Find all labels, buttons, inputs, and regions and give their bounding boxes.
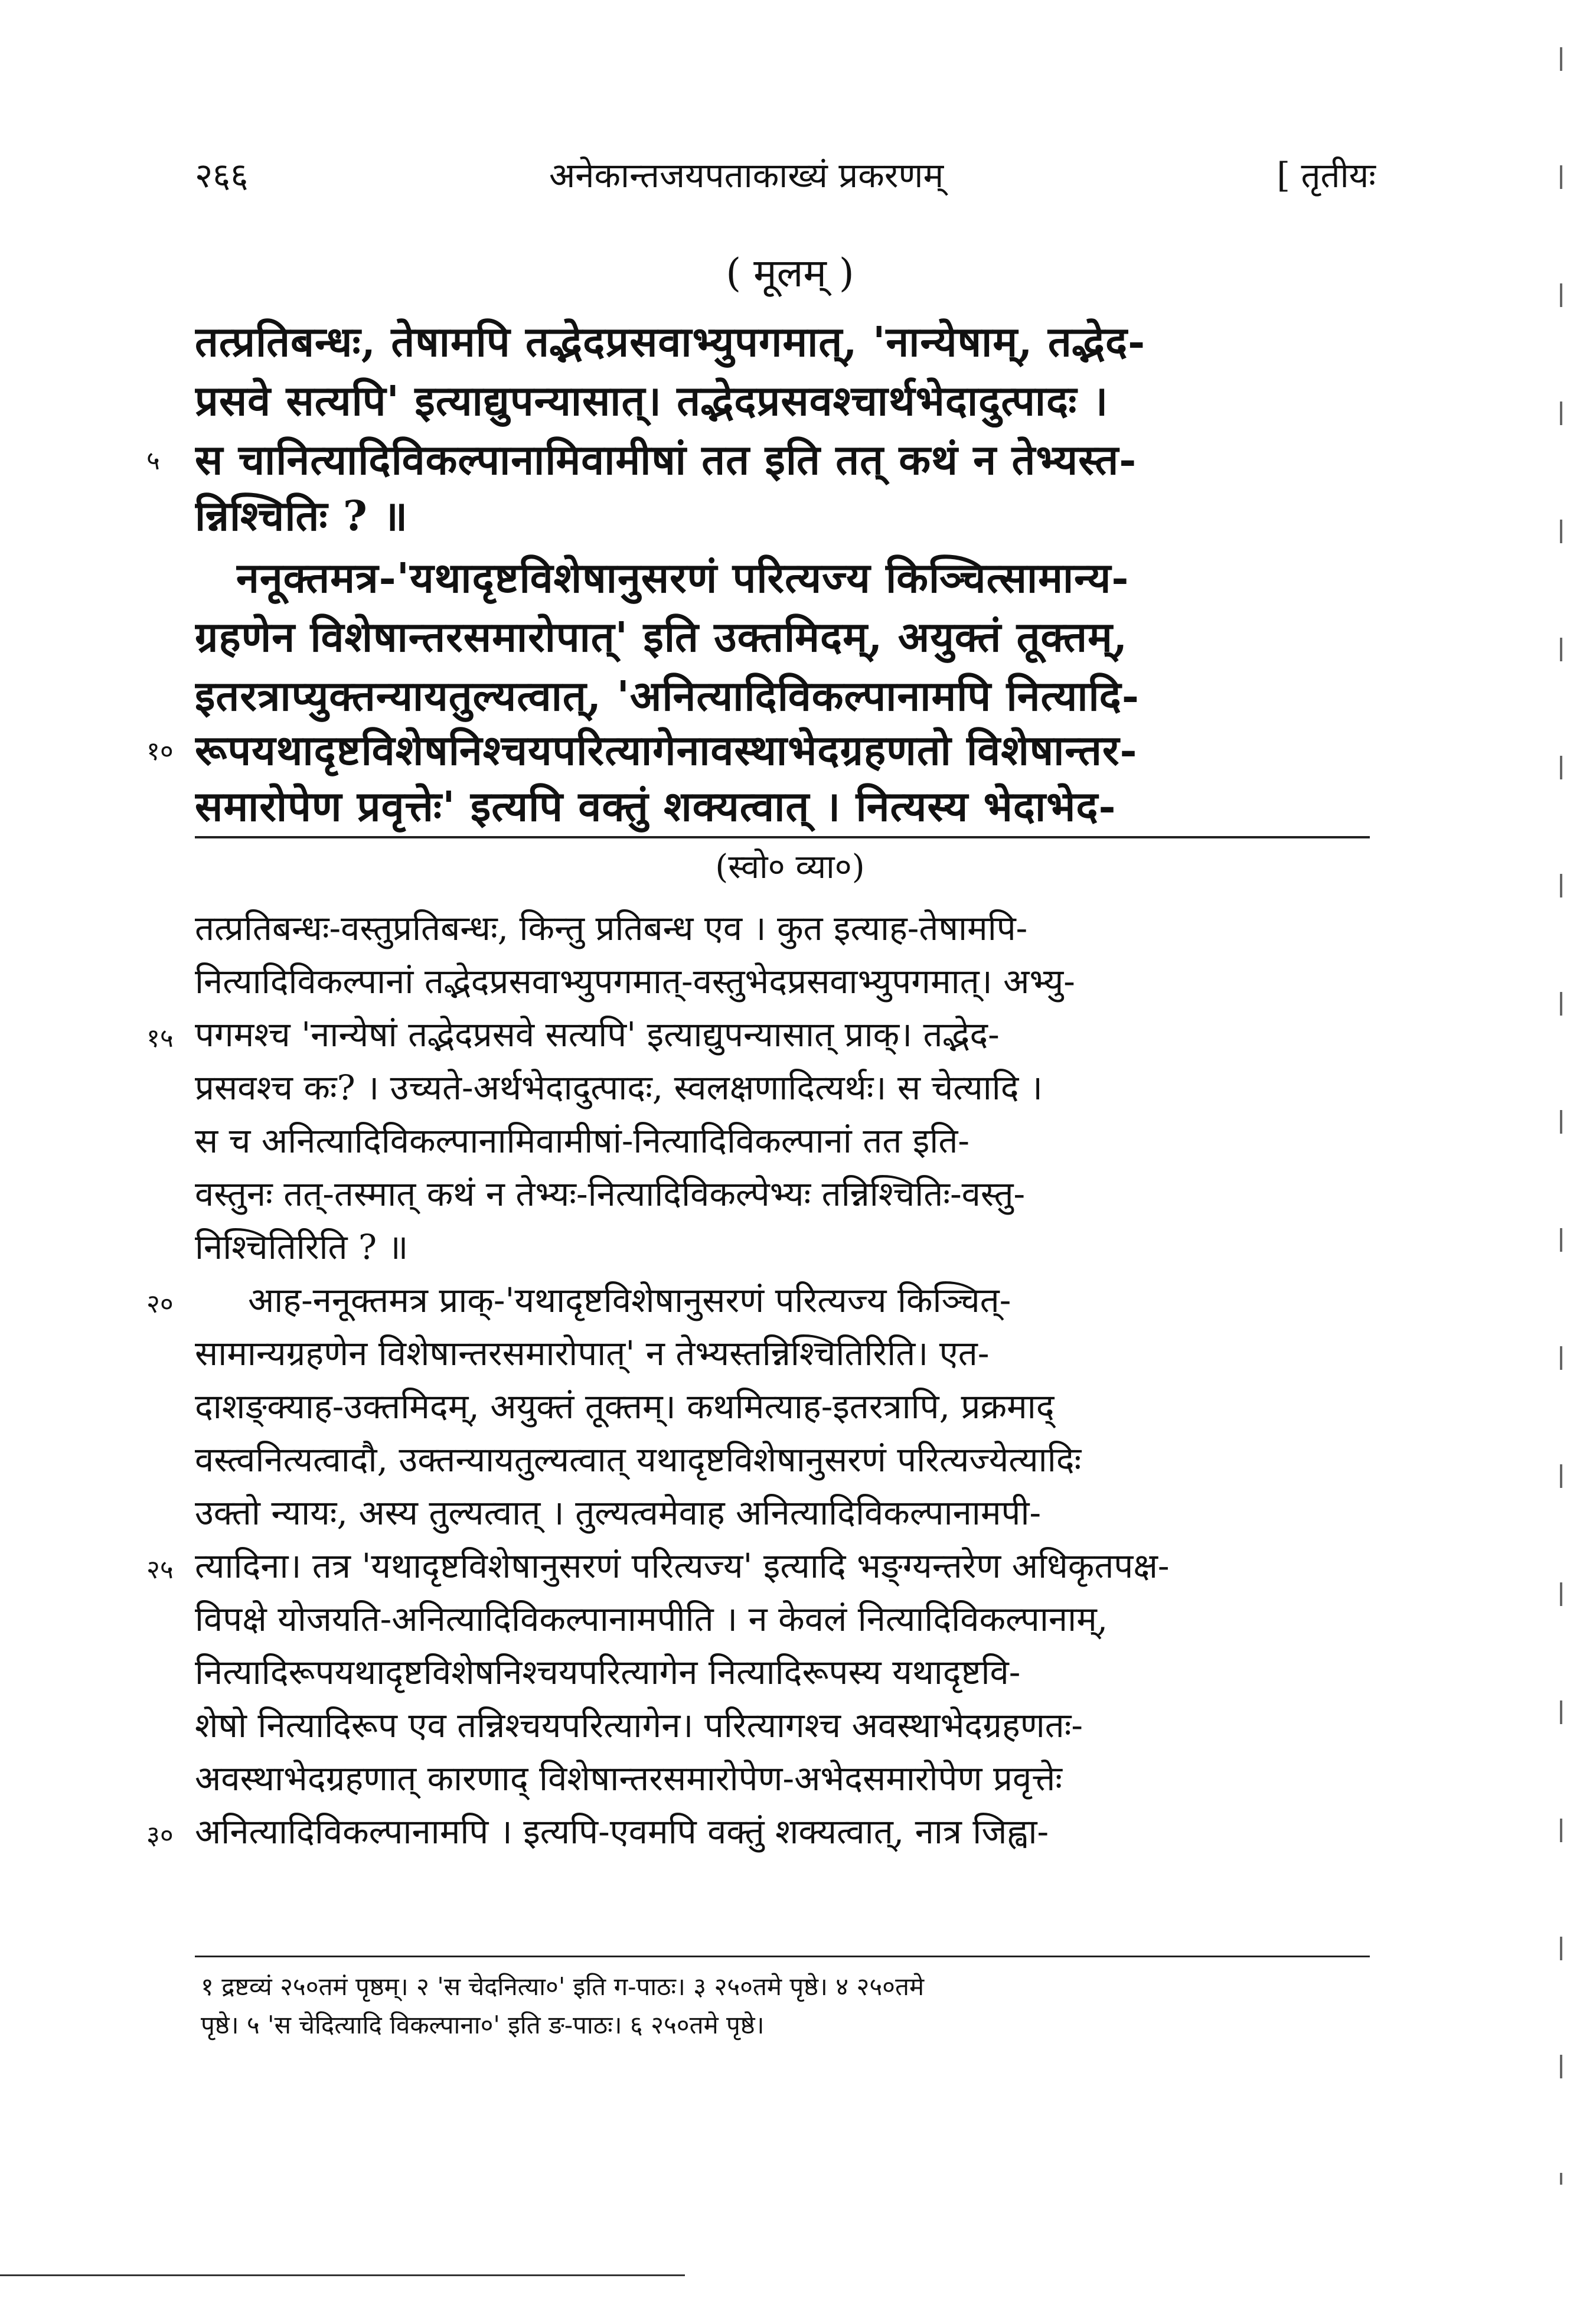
line-number: २० [146, 1289, 174, 1319]
commentary-line: सामान्यग्रहणेन विशेषान्तरसमारोपात्' न तेभ्यस्तन्निश्चितिरिति। एत- [195, 1333, 990, 1373]
section-separator [195, 836, 1370, 838]
commentary-line: तत्प्रतिबन्धः-वस्तुप्रतिबन्धः, किन्तु प्रतिबन्ध एव । कुत इत्याह-तेषामपि- [195, 908, 1028, 948]
footnote-rule [195, 1956, 1370, 1957]
chapter-mark: [ तृतीयः [1277, 155, 1376, 195]
line-number: २५ [146, 1555, 174, 1585]
running-head [195, 151, 1376, 198]
commentary-line: पगमश्च 'नान्येषां तद्भेदप्रसवे सत्यपि' इत्याद्युपन्यासात् प्राक्। तद्भेद- [195, 1014, 1000, 1055]
line-number: ३० [146, 1820, 174, 1850]
commentary-line: उक्तो न्यायः, अस्य तुल्यत्वात् । तुल्यत्वमेवाह अनित्यादिविकल्पानामपी- [195, 1493, 1042, 1533]
bottom-rule [0, 2274, 685, 2276]
line-number: १० [146, 736, 174, 766]
commentary-line: दाशङ्क्याह-उक्तमिदम्, अयुक्तं तूक्तम्। कथमित्याह-इतरत्रापि, प्रक्रमाद् [195, 1386, 1055, 1427]
commentary-line: विपक्षे योजयति-अनित्यादिविकल्पानामपीति । न केवलं नित्यादिविकल्पानाम्, [195, 1599, 1108, 1639]
mulam-line: इतरत्राप्युक्तन्यायतुल्यत्वात्, 'अनित्यादिविकल्पानामपि नित्यादि- [195, 671, 1140, 720]
mulam-line: न्निश्चितिः ? ॥ [195, 491, 409, 540]
commentary-line: वस्त्वनित्यत्वादौ, उक्तन्यायतुल्यत्वात् यथादृष्टविशेषानुसरणं परित्यज्येत्यादिः [195, 1440, 1082, 1480]
commentary-line: नित्यादिविकल्पानां तद्भेदप्रसवाभ्युपगमात्-वस्तुभेदप्रसवाभ्युपगमात्। अभ्यु- [195, 961, 1075, 1001]
page-edge-marks [1560, 47, 1562, 2185]
commentary-line: अनित्यादिविकल्पानामपि । इत्यपि-एवमपि वक्तुं शक्यत्वात्, नात्र जिह्वा- [195, 1811, 1049, 1852]
commentary-line: प्रसवश्च कः? । उच्यते-अर्थभेदादुत्पादः, स्वलक्षणादित्यर्थः। स चेत्यादि । [195, 1068, 1043, 1108]
mulam-line: ग्रहणेन विशेषान्तरसमारोपात्' इति उक्तमिदम्, अयुक्तं तूक्तम्, [195, 612, 1128, 661]
mulam-line: रूपयथादृष्टविशेषनिश्चयपरित्यागेनावस्थाभेदग्रहणतो विशेषान्तर- [195, 726, 1138, 775]
footnote-line: १ द्रष्टव्यं २५०तमं पृष्ठम्। २ 'स चेदनित्या०' इति ग-पाठः। ३ २५०तमे पृष्ठे। ४ २५०तमे [201, 1972, 925, 2001]
page-number: २६६ [195, 155, 249, 195]
commentary-line: त्यादिना। तत्र 'यथादृष्टविशेषानुसरणं परित्यज्य' इत्यादि भङ्ग्यन्तरेण अधिकृतपक्ष- [195, 1546, 1170, 1586]
commentary-line: निश्चितिरिति ? ॥ [195, 1227, 409, 1267]
mulam-line: प्रसवे सत्यपि' इत्याद्युपन्यासात्। तद्भेदप्रसवश्चार्थभेदादुत्पादः । [195, 376, 1109, 425]
mulam-line: तत्प्रतिबन्धः, तेषामपि तद्भेदप्रसवाभ्युपगमात्, 'नान्येषाम्, तद्भेद- [195, 317, 1146, 366]
line-number: १५ [146, 1023, 174, 1053]
commentary-line: वस्तुनः तत्-तस्मात् कथं न तेभ्यः-नित्यादिविकल्पेभ्यः तन्निश्चितिः-वस्तु- [195, 1174, 1026, 1214]
commentary-line: नित्यादिरूपयथादृष्टविशेषनिश्चयपरित्यागेन नित्यादिरूपस्य यथादृष्टवि- [195, 1652, 1021, 1692]
commentary-line: अवस्थाभेदग्रहणात् कारणाद् विशेषान्तरसमारोपेण-अभेदसमारोपेण प्रवृत्तेः [195, 1758, 1062, 1799]
running-title: अनेकान्तजयपताकाख्यं प्रकरणम् [549, 155, 944, 195]
mulam-line: स चानित्यादिविकल्पानामिवामीषां तत इति तत् कथं न तेभ्यस्त- [195, 435, 1137, 484]
line-number: ५ [146, 446, 160, 476]
commentary-line: स च अनित्यादिविकल्पानामिवामीषां-नित्यादिविकल्पानां तत इति- [195, 1121, 969, 1161]
mulam-heading: ( मूलम् ) [726, 250, 854, 296]
mulam-line: समारोपेण प्रवृत्तेः' इत्यपि वक्तुं शक्यत्वात् । नित्यस्य भेदाभेद- [195, 782, 1117, 831]
commentary-line: आह-ननूक्तमत्र प्राक्-'यथादृष्टविशेषानुसरणं परित्यज्य किञ्चित्- [248, 1280, 1011, 1320]
commentary-heading: (स्वो० व्या०) [715, 848, 865, 886]
mulam-line: ननूक्तमत्र-'यथादृष्टविशेषानुसरणं परित्यज्य किञ्चित्सामान्य- [236, 553, 1129, 602]
footnote-line: पृष्ठे। ५ 'स चेदित्यादि विकल्पाना०' इति ङ-पाठः। ६ २५०तमे पृष्ठे। [201, 2010, 765, 2039]
commentary-line: शेषो नित्यादिरूप एव तन्निश्चयपरित्यागेन। परित्यागश्च अवस्थाभेदग्रहणतः- [195, 1705, 1083, 1745]
